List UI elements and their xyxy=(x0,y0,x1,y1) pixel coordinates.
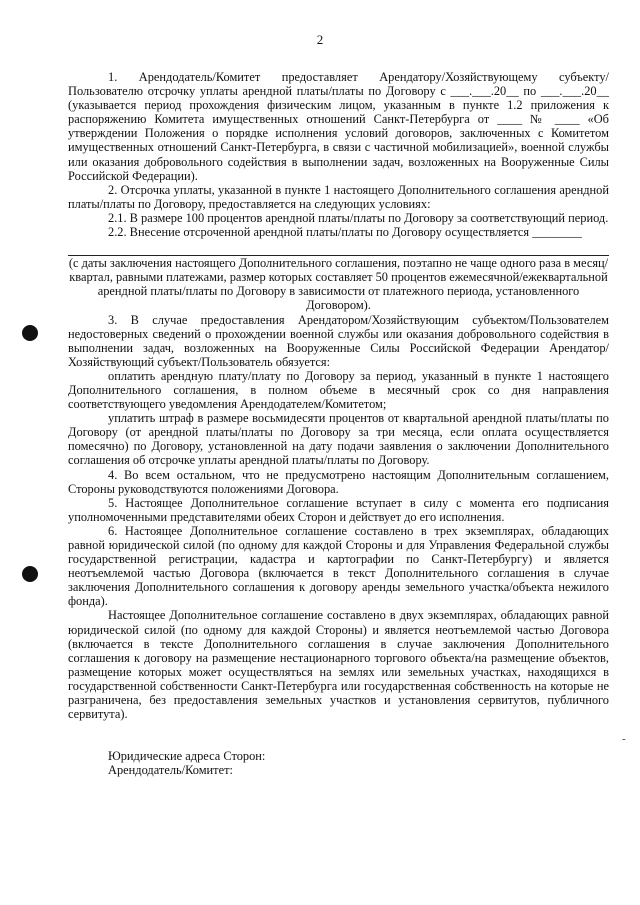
clause-3-obligation-a: оплатить арендную плату/плату по Договору за период, указанный в пункте 1 настоящего Дополнительного соглашения, в полном объеме в месячный срок со дня направления соответствующего уведомления Арендодателем/Комитетом; xyxy=(68,368,609,412)
document-body xyxy=(68,70,609,777)
clause-5: 5. Настоящее Дополнительное соглашение вступает в силу с момента его подписания уполномоченными представителями обеих Сторон и действует до его исполнения. xyxy=(68,495,609,524)
spacer xyxy=(68,721,609,749)
margin-mark: - xyxy=(622,733,626,745)
clause-2-2: 2.2. Внесение отсроченной арендной платы/платы по Договору осуществляется ________ xyxy=(108,225,582,240)
addresses-heading: Юридические адреса Сторон: xyxy=(108,749,266,764)
clause-3: 3. В случае предоставления Арендатором/Хозяйствующим субъектом/Пользователем недостоверных сведений о прохождении военной службы или оказания добровольного содействия в выполнении задач, возложенных на Вооруженные Силы Российской Федерации Арендатор/Хозяйствующий субъект/Пользователь обязуется: xyxy=(68,312,609,369)
clause-3-obligation-b: уплатить штраф в размере восьмидесяти процентов от квартальной арендной платы/платы по Договору (от арендной платы/платы по Договору за три месяца, если оплата осуществляется помесячно) по Договору, установленной на дату подачи заявления о заключении Дополнительного соглашения об отсрочке уплаты арендной платы/платы по Договору. xyxy=(68,411,609,468)
clause-6: 6. Настоящее Дополнительное соглашение составлено в трех экземплярах, обладающих равной юридической силой (по одному для каждой Стороны и для Управления Федеральной службы государственной регистрации, кадастра и картографии по Санкт-Петербургу) и является неотъемлемой частью Договора (включается в текст Дополнительного соглашения в случае заключения Дополнительного соглашения к договору аренды земельного участка/объекта нежилого фонда). xyxy=(68,523,609,609)
lessor-label: Арендодатель/Комитет: xyxy=(108,763,233,778)
clause-2: 2. Отсрочка уплаты, указанной в пункте 1 настоящего Дополнительного соглашения арендной платы/платы по Договору, предоставляется на следующих условиях: xyxy=(68,182,609,211)
clause-4: 4. Во всем остальном, что не предусмотрено настоящим Дополнительным соглашением, Стороны руководствуются положениями Договора. xyxy=(68,467,609,496)
fill-in-line xyxy=(68,241,609,256)
hole-punch-mark xyxy=(22,566,38,582)
page-number: 2 xyxy=(316,32,324,47)
hole-punch-mark xyxy=(22,325,38,341)
clause-1: 1. Арендодатель/Комитет предоставляет Арендатору/Хозяйствующему субъекту/Пользователю отсрочку уплаты арендной платы/платы по Договору с ___.___.20__ по ___.___.20__ (указывается период прохождения физическим лицом, указанным в пункте 1.2 приложения к распоряжению Комитета имущественных отношений Санкт-Петербурга от ____ № ____ «Об утверждении Положения о порядке исполнения условий договоров, заключенных с Комитетом имущественных отношений Санкт-Петербурга, в связи с частичной мобилизацией», военной службы или оказания добровольного содействия в выполнении задач, возложенных на Вооруженные Силы Российской Федерации). xyxy=(68,70,609,183)
clause-6-alternative: Настоящее Дополнительное соглашение составлено в двух экземплярах, обладающих равной юридической силой (по одному для каждой Стороны) и является неотъемлемой частью Договора (включается в тексте Дополнительного соглашения в случае заключения Дополнительного соглашения к договору на размещение нестационарного торгового объекта/на размещение объектов, размещение которых может осуществляться на землях или земельных участках, находящихся в государственной собственности Санкт-Петербурга или государственная собственность на которые не разграничена, без предоставления земельных участков и установления сервитутов, публичного сервитута). xyxy=(68,608,609,722)
clause-2-2-note: (с даты заключения настоящего Дополнительного соглашения, поэтапно не чаще одного раза в месяц/квартал, равными платежами, размер которых составляет 50 процентов ежемесячной/ежеквартальной арендной платы/платы по Договору в зависимости от платежного периода, установленного Договором). xyxy=(68,256,609,313)
clause-2-1: 2.1. В размере 100 процентов арендной платы/платы по Договору за соответствующий период. xyxy=(108,210,609,225)
